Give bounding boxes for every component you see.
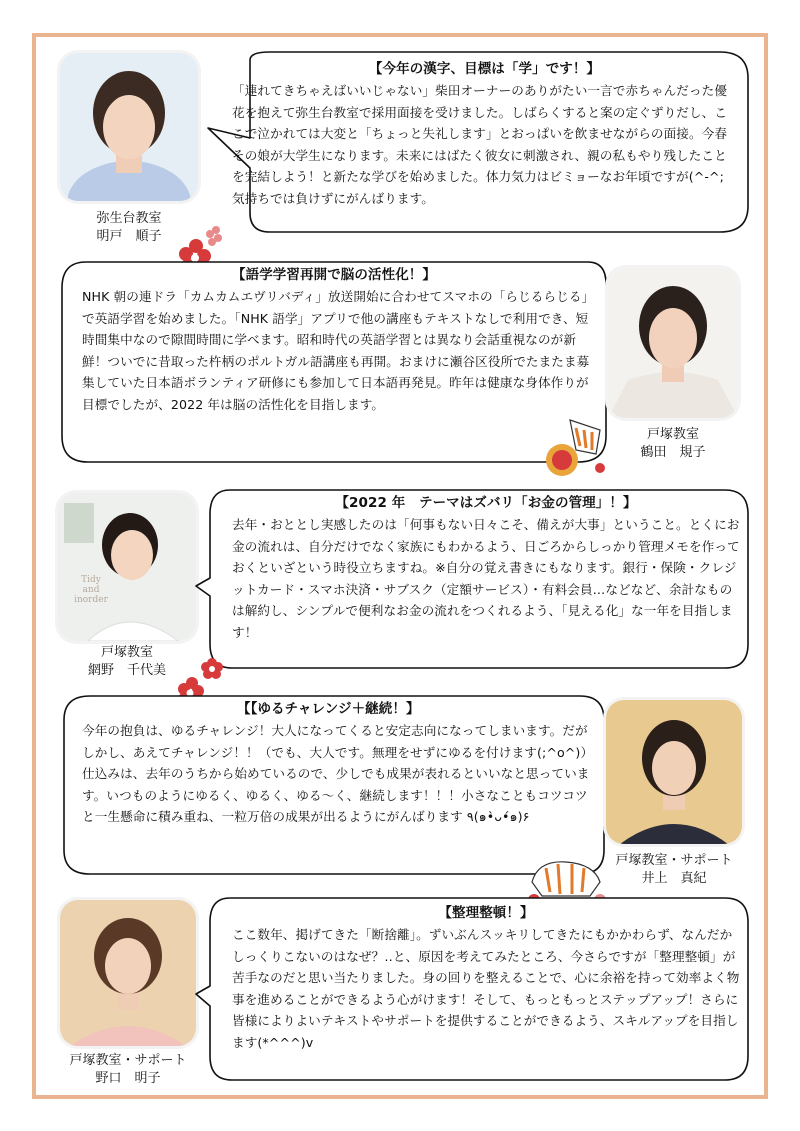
speech-bubble: [60, 692, 620, 878]
caption-name: 井上 真紀: [641, 871, 707, 886]
entry-body: 今年の抱負は、ゆるチャレンジ！大人になってくると安定志向になってしまいます。だがしかし、あえてチャレンジ！！（でも、大人です。無理をせずにゆるを付けます(;^o^)）仕込みは、去年のうちから始めているので、少しでも成果が表れるといいなと思っています。いつものようにゆるく、ゆるく、ゆる〜く、継続します！！！小さなこともコツコツと一生懸命に積み重ね、一粒万倍の成果が出るようにがんばります ٩(๑•̀ᴗ•́๑)۶: [82, 723, 594, 825]
entry-title: 【語学学習再開で脳の活性化！】: [232, 267, 436, 283]
entry-title: 【2022 年 テーマはズバリ「お金の管理」！】: [335, 495, 637, 511]
speech-bubble: [200, 486, 755, 672]
caption-school: 弥生台教室: [96, 211, 162, 226]
caption-school: 戸塚教室・サポート: [69, 1053, 187, 1068]
tiger-ornament-icon: [540, 410, 610, 484]
entry-body: NHK 朝の連ドラ「カムカムエヴリバディ」放送開始に合わせてスマホの「らじるらじる」で英語学習を始めました。「NHK 語学」アプリで他の講座もテキストなしで利用でき、短時間集中なので隙間時間に学べます。昭和時代の英語学習とは異なり会話重視なのが新鮮！ついでに昔取った杵柄のポルトガル語講座も再開。おまけに瀬谷区役所でたまたま募集していた日本語ボランティア研修にも参加して日本語再発見。昨年は健康な身体作りが目標でしたが、2022 年は脳の活性化を目指します。: [82, 289, 595, 412]
caption-name: 網野 千代美: [87, 663, 166, 678]
caption-name: 野口 明子: [95, 1071, 161, 1086]
photo-noguchi: [60, 900, 196, 1046]
caption-school: 戸塚教室: [646, 427, 699, 442]
caption-name: 明戸 順子: [96, 229, 162, 244]
watermark-text: Tidy and inorder: [74, 575, 108, 605]
entry-body: ここ数年、掲げてきた「断捨離」。ずいぶんスッキリしてきたにもかかわらず、なんだかしっくりこないのはなぜ？‥と、原因を考えてみたところ、今さらですが「整理整頓」が苦手なのだと思い当たりました。身の回りを整えることで、心に余裕を持って効率よく物事を進めることができるよう心がけます！そして、もっともっとステップアップ！さらに皆様によりよいテキストやサポートを提供することができるよう、スキルアップを目指します(*^^^)v: [232, 927, 740, 1050]
photo-akedo: [60, 53, 198, 201]
caption-school: 戸塚教室: [100, 645, 153, 660]
entry-title: 【整理整頓！】: [438, 905, 534, 921]
entry-title: 【今年の漢字、目標は「学」です！】: [368, 61, 601, 77]
photo-inoue: [606, 700, 742, 844]
entry-body: 「連れてきちゃえばいいじゃない」柴田オーナーのありがたい一言で赤ちゃんだった優花を抱えて弥生台教室で採用面接を受けました。しばらくすると案の定ぐずりだし、ここで泣かれては大変と「ちょっと失礼します」とおっぱいを飲ませながらの面接。今春その娘が大学生になります。未来にはばたく彼女に刺激され、親の私もやり残したことを完結しよう！と新たな学びを始めました。体力気力はビミョーなお年頃ですが(^-^; 気持ちでは負けずにがんばります。: [232, 83, 728, 206]
entry-body: 去年・おととし実感したのは「何事もない日々こそ、備えが大事」ということ。とくにお金の流れは、自分だけでなく家族にもわかるよう、日ごろからしっかり管理メモを作っておくといざという時役立ちますね。※自分の覚え書きにもなります。銀行・保険・クレジットカード・スマホ決済・サブスク（定額サービス）・有料会員…などなど、余計なものは解約し、シンプルで便利なお金の流れをつくれるよう、「見える化」な一年を目指します！: [232, 517, 740, 640]
caption-school: 戸塚教室・サポート: [615, 853, 733, 868]
photo-amino: [58, 493, 196, 641]
entry-title: 【【ゆるチャレンジ＋継続！】: [237, 701, 420, 717]
speech-bubble: [200, 48, 755, 238]
caption-name: 鶴田 規子: [640, 445, 706, 460]
speech-bubble: [200, 894, 755, 1084]
photo-tsuruta: [608, 268, 738, 418]
